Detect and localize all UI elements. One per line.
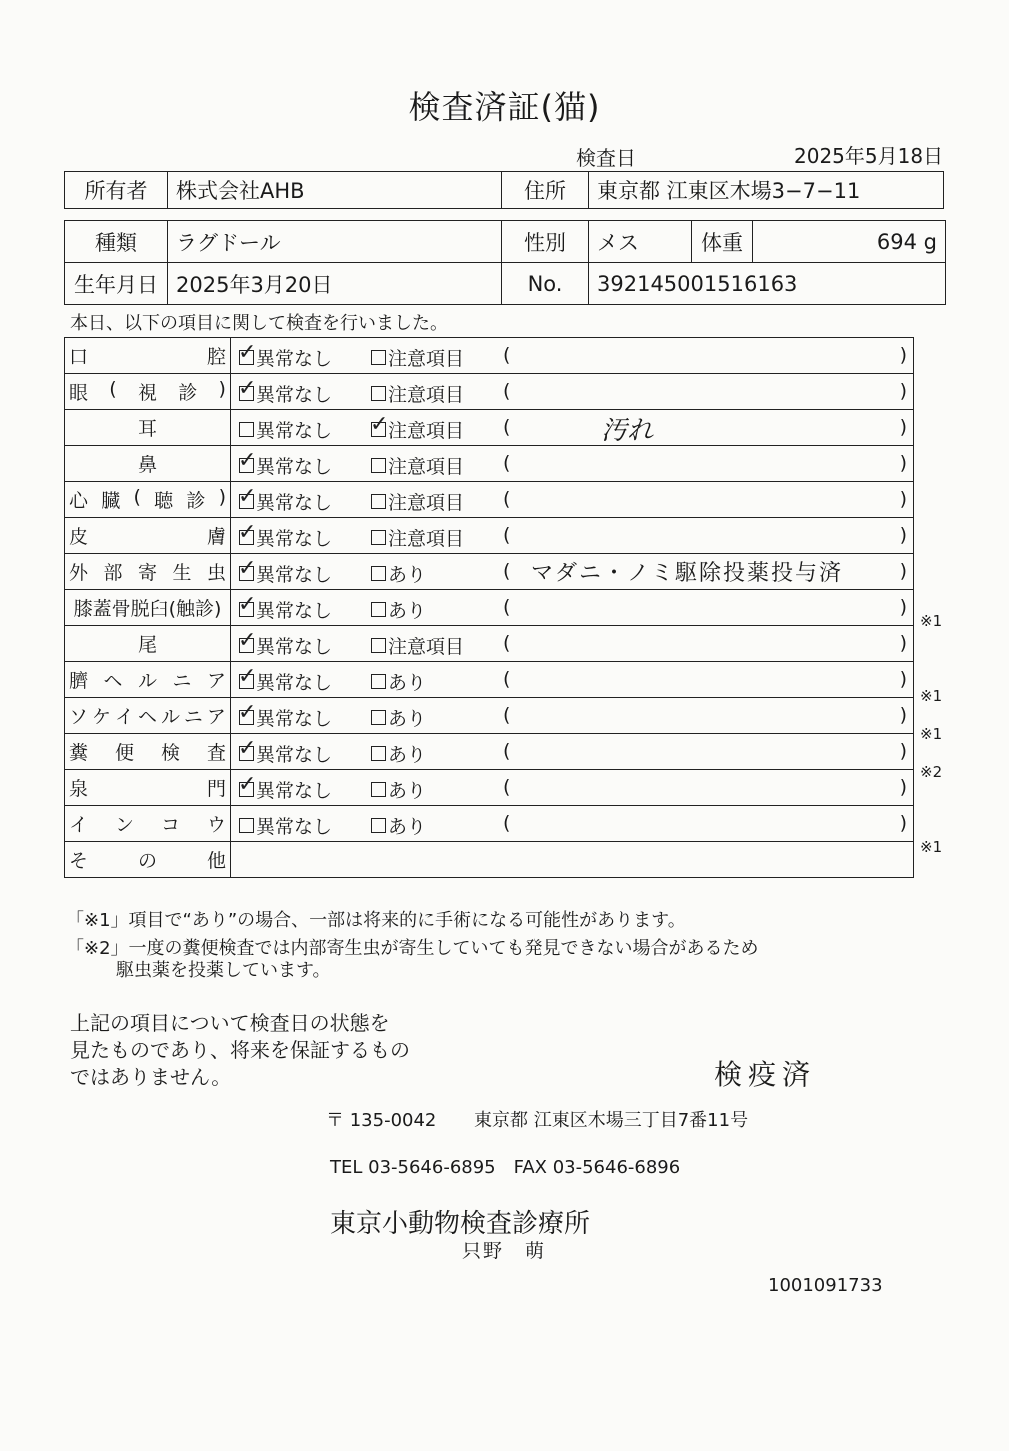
quarantine-stamp: 検疫済 (714, 1058, 817, 1091)
disclaimer-line: 見たものであり、将来を保証するもの (70, 1038, 410, 1062)
footnote-mark: ※1 (920, 725, 943, 743)
exam-item-options (231, 374, 914, 410)
label-char: 臓 (101, 490, 121, 512)
option-label: 異常なし (256, 384, 333, 406)
label-char: 検 (160, 742, 180, 764)
abnormal-checkbox[interactable] (371, 812, 426, 839)
option-label: 異常なし (256, 672, 333, 694)
label-char: 聴 (154, 490, 174, 512)
doctor-name: 只野 萌 (462, 1240, 547, 1262)
serial-number: 1001091733 (768, 1275, 883, 1296)
footnote-2-line-1: 「※2」一度の糞便検査では内部寄生虫が寄生していても発見できない場合があるため (66, 938, 759, 959)
checkbox-icon (371, 566, 386, 581)
abnormal-checkbox[interactable] (371, 668, 426, 695)
abnormal-checkbox[interactable] (371, 452, 464, 479)
label-char: コ (160, 814, 180, 836)
exam-item-label (65, 374, 231, 410)
paren-open: ( (503, 740, 511, 762)
label-char: 耳 (137, 418, 157, 440)
exam-date: 2025年5月18日 (794, 144, 944, 168)
checkmark-icon: ✓ (238, 376, 257, 401)
label-char: ア (206, 706, 226, 728)
disclaimer-line: 上記の項目について検査日の状態を (70, 1011, 390, 1035)
paren-close: ) (899, 452, 907, 474)
other-value[interactable] (231, 842, 914, 878)
abnormal-checkbox[interactable] (371, 632, 464, 659)
checkbox-icon (371, 602, 386, 617)
label-char: 視 (137, 382, 157, 404)
option-label: 異常なし (256, 420, 333, 442)
label-char: 他 (206, 850, 226, 872)
paren-open: ( (503, 704, 511, 726)
normal-checkbox[interactable] (238, 556, 333, 587)
checkmark-icon: ✓ (238, 520, 257, 545)
page-title: 検査済証(猫) (408, 88, 601, 126)
exam-row (65, 410, 914, 446)
paren-close: ) (899, 524, 907, 546)
label-char: 寄 (137, 562, 157, 584)
abnormal-checkbox[interactable] (371, 380, 464, 407)
option-label: 異常なし (256, 492, 333, 514)
weight-value: 694 g (753, 221, 946, 263)
checkmark-icon: ✓ (238, 556, 257, 581)
label-char: 尾 (137, 634, 157, 656)
exam-item-label (65, 446, 231, 482)
label-char: イ (69, 814, 89, 836)
intro-text: 本日、以下の項目に関して検査を行いました。 (70, 313, 448, 334)
option-label: あり (388, 816, 427, 838)
paren-open: ( (503, 812, 511, 834)
checkbox-icon (238, 736, 257, 761)
breed-label: 種類 (65, 221, 168, 263)
weight-label: 体重 (692, 221, 753, 263)
label-char: イ (114, 706, 134, 728)
checkmark-icon: ✓ (238, 772, 257, 797)
exam-row (65, 482, 914, 518)
abnormal-checkbox[interactable] (371, 560, 426, 587)
address-label: 住所 (502, 172, 589, 209)
checkbox-icon (371, 494, 386, 509)
normal-checkbox[interactable] (239, 812, 332, 839)
exam-item-options (231, 662, 914, 698)
owner-table (64, 171, 944, 209)
option-label: あり (388, 744, 427, 766)
exam-item-label (65, 590, 231, 626)
normal-checkbox[interactable] (238, 592, 333, 623)
paren-close: ) (899, 668, 907, 690)
option-label: 注意項目 (388, 528, 465, 550)
checkbox-icon (238, 448, 257, 473)
checkmark-icon: ✓ (238, 448, 257, 473)
label-char: ヘ (137, 706, 157, 728)
exam-item-options (231, 734, 914, 770)
label-char: ( (109, 378, 117, 400)
footnote-mark: ※1 (920, 687, 943, 706)
exam-item-options (231, 410, 914, 446)
checkmark-icon: ✓ (238, 736, 257, 761)
option-label: 注意項目 (388, 636, 465, 658)
paren-open: ( (503, 416, 511, 438)
exam-item-options (231, 806, 914, 842)
checkmark-icon: ✓ (238, 664, 257, 689)
paren-open: ( (503, 524, 511, 546)
abnormal-checkbox[interactable] (371, 344, 464, 371)
normal-checkbox[interactable] (238, 484, 333, 515)
footnote-mark: ※2 (920, 762, 943, 781)
exam-item-label (65, 806, 231, 842)
normal-checkbox[interactable] (238, 520, 333, 551)
exam-row (65, 662, 914, 698)
exam-table (64, 337, 914, 878)
exam-item-label (65, 410, 231, 446)
label-char: 臍 (69, 670, 89, 692)
normal-checkbox[interactable] (238, 340, 333, 371)
checkbox-icon (238, 628, 257, 653)
paren-close: ) (899, 776, 907, 798)
footnote-1: 「※1」項目で“あり”の場合、一部は将来的に手術になる可能性があります。 (66, 910, 686, 931)
checkmark-icon: ✓ (238, 700, 257, 725)
checkbox-icon (238, 520, 257, 545)
label-char: ル (137, 670, 157, 692)
label-char: 生 (172, 562, 192, 584)
exam-item-label (65, 662, 231, 698)
paren-close: ) (899, 740, 907, 762)
option-label: あり (388, 600, 427, 622)
exam-item-options (231, 338, 914, 374)
label-char: ) (218, 486, 226, 508)
normal-checkbox[interactable] (238, 736, 333, 767)
exam-date-label: 検査日 (576, 146, 636, 170)
checkbox-icon (238, 484, 257, 509)
disclaimer-line: ではありません。 (70, 1065, 232, 1089)
paren-open: ( (503, 560, 511, 582)
paren-close: ) (899, 560, 907, 582)
option-label: あり (388, 708, 427, 730)
label-char: 外 (69, 562, 89, 584)
normal-checkbox[interactable] (238, 664, 333, 695)
label-char: 診 (178, 382, 198, 404)
paren-open: ( (503, 596, 511, 618)
checkbox-icon (371, 710, 386, 725)
abnormal-checkbox[interactable] (371, 776, 426, 803)
paren-close: ) (899, 596, 907, 618)
checkbox-icon (239, 422, 254, 437)
option-label: 異常なし (256, 564, 333, 586)
paren-close: ) (899, 380, 907, 402)
other-label (65, 842, 231, 878)
checkbox-icon (371, 746, 386, 761)
paren-open: ( (503, 488, 511, 510)
label-char: 便 (114, 742, 134, 764)
exam-item-options (231, 590, 914, 626)
option-label: 異常なし (256, 456, 333, 478)
label-char: 眼 (69, 382, 89, 404)
label-char: ) (218, 378, 226, 400)
exam-item-label (65, 734, 231, 770)
exam-row (65, 518, 914, 554)
sex-label: 性別 (502, 221, 589, 263)
exam-item-options (231, 446, 914, 482)
exam-item-options (231, 626, 914, 662)
normal-checkbox[interactable] (238, 628, 333, 659)
label-char: ヘ (103, 670, 123, 692)
label-char: ソ (69, 706, 89, 728)
exam-item-options (231, 518, 914, 554)
option-label: 注意項目 (388, 456, 465, 478)
birth-value: 2025年3月20日 (168, 263, 502, 305)
exam-row-other (65, 842, 914, 878)
postal-code: 〒 135-0042 (326, 1110, 437, 1131)
footnote-mark: ※1 (920, 611, 943, 630)
clinic-name: 東京小動物検査診療所 (330, 1209, 591, 1239)
label-char: ウ (206, 814, 226, 836)
abnormal-checkbox[interactable] (371, 704, 426, 731)
checkbox-icon (371, 530, 386, 545)
abnormal-checkbox[interactable] (371, 524, 464, 551)
checkbox-icon (371, 386, 386, 401)
sex-value: メス (589, 221, 692, 263)
paren-open: ( (503, 344, 511, 366)
checkbox-icon (238, 340, 257, 365)
abnormal-checkbox[interactable] (371, 488, 464, 515)
label-char: 鼻 (137, 454, 157, 476)
paren-close: ) (899, 632, 907, 654)
paren-open: ( (503, 380, 511, 402)
exam-row (65, 338, 914, 374)
option-label: あり (388, 564, 427, 586)
checkbox-icon (238, 700, 257, 725)
paren-open: ( (503, 668, 511, 690)
exam-item-label (65, 518, 231, 554)
exam-row (65, 590, 914, 626)
clinic-address: 東京都 江東区木場三丁目7番11号 (474, 1110, 749, 1131)
exam-row (65, 806, 914, 842)
paren-close: ) (899, 416, 907, 438)
address-value: 東京都 江東区木場3−7−11 (589, 172, 944, 209)
abnormal-checkbox[interactable] (371, 596, 426, 623)
birth-label: 生年月日 (65, 263, 168, 305)
exam-item-options (231, 698, 914, 734)
exam-item-options (231, 482, 914, 518)
option-label: 異常なし (256, 816, 333, 838)
label-char: の (137, 850, 157, 872)
no-value: 392145001516163 (589, 263, 946, 305)
exam-row (65, 698, 914, 734)
exam-row (65, 374, 914, 410)
option-label: 異常なし (256, 708, 333, 730)
label-char: 口 (69, 346, 89, 368)
label-char: ニ (172, 670, 192, 692)
exam-row (65, 554, 914, 590)
option-label: 注意項目 (388, 384, 465, 406)
paren-close: ) (899, 704, 907, 726)
label-char: ア (206, 670, 226, 692)
exam-item-options (231, 770, 914, 806)
normal-checkbox[interactable] (238, 700, 333, 731)
checkbox-icon (238, 664, 257, 689)
checkbox-icon (371, 458, 386, 473)
exam-item-label (65, 482, 231, 518)
exam-row (65, 734, 914, 770)
option-label: 異常なし (256, 636, 333, 658)
option-label: 異常なし (256, 780, 333, 802)
label-char: 部 (103, 562, 123, 584)
label-char: ( (133, 486, 141, 508)
checkbox-icon (371, 638, 386, 653)
checkbox-icon (238, 772, 257, 797)
normal-checkbox[interactable] (239, 416, 332, 443)
normal-checkbox[interactable] (238, 448, 333, 479)
pet-table (64, 220, 946, 305)
exam-item-label (65, 770, 231, 806)
option-label: あり (388, 780, 427, 802)
label-char: ル (160, 706, 180, 728)
label-char: 心 (69, 490, 89, 512)
checkmark-icon: ✓ (238, 628, 257, 653)
option-label: 注意項目 (388, 492, 465, 514)
checkbox-icon (238, 556, 257, 581)
footnote-mark: ※1 (920, 838, 943, 857)
abnormal-checkbox[interactable] (370, 412, 465, 443)
label-char: 皮 (69, 526, 89, 548)
option-label: 注意項目 (388, 348, 465, 370)
exam-item-label (65, 698, 231, 734)
no-label: No. (502, 263, 589, 305)
checkbox-icon (370, 412, 389, 437)
label-char: ン (114, 814, 134, 836)
option-label: 注意項目 (388, 420, 465, 442)
owner-label: 所有者 (65, 172, 168, 209)
checkbox-icon (371, 818, 386, 833)
exam-row (65, 626, 914, 662)
paren-close: ) (899, 812, 907, 834)
exam-note: 汚れ (601, 416, 654, 446)
paren-close: ) (899, 488, 907, 510)
exam-item-label (65, 626, 231, 662)
label-char: 腔 (206, 346, 226, 368)
exam-row (65, 770, 914, 806)
checkbox-icon (238, 592, 257, 617)
paren-open: ( (503, 452, 511, 474)
exam-item-label (65, 554, 231, 590)
checkbox-icon (371, 674, 386, 689)
paren-open: ( (503, 776, 511, 798)
checkmark-icon: ✓ (238, 340, 257, 365)
label-char: 糞 (69, 742, 89, 764)
checkmark-icon: ✓ (238, 592, 257, 617)
option-label: 異常なし (256, 744, 333, 766)
checkbox-icon (371, 350, 386, 365)
checkmark-icon: ✓ (238, 484, 257, 509)
exam-row (65, 446, 914, 482)
checkbox-icon (371, 782, 386, 797)
normal-checkbox[interactable] (238, 772, 333, 803)
label-char: 診 (186, 490, 206, 512)
footnote-2-line-2: 駆虫薬を投薬しています。 (116, 960, 331, 981)
label-char: ケ (91, 706, 111, 728)
abnormal-checkbox[interactable] (371, 740, 426, 767)
option-label: 異常なし (256, 600, 333, 622)
label-char: そ (69, 850, 89, 872)
option-label: あり (388, 672, 427, 694)
owner-value: 株式会社AHB (168, 172, 502, 209)
exam-note: マダニ・ノミ駆除投薬投与済 (531, 561, 844, 586)
exam-item-label (65, 338, 231, 374)
label-char: ニ (183, 706, 203, 728)
tel-fax: TEL 03-5646-6895 FAX 03-5646-6896 (330, 1157, 681, 1178)
option-label: 異常なし (256, 528, 333, 550)
exam-item-options (231, 554, 914, 590)
normal-checkbox[interactable] (238, 376, 333, 407)
paren-close: ) (899, 344, 907, 366)
label-char: 泉 (69, 778, 89, 800)
checkbox-icon (239, 818, 254, 833)
paren-open: ( (503, 632, 511, 654)
label-char: 虫 (206, 562, 226, 584)
label-char: 門 (206, 778, 226, 800)
breed-value: ラグドール (168, 221, 502, 263)
checkmark-icon: ✓ (370, 412, 389, 437)
checkbox-icon (238, 376, 257, 401)
label-char: 膝蓋骨脱臼(触診) (73, 598, 222, 620)
disclaimer (70, 1010, 410, 1091)
label-char: 査 (206, 742, 226, 764)
label-char: 膚 (206, 526, 226, 548)
option-label: 異常なし (256, 348, 333, 370)
